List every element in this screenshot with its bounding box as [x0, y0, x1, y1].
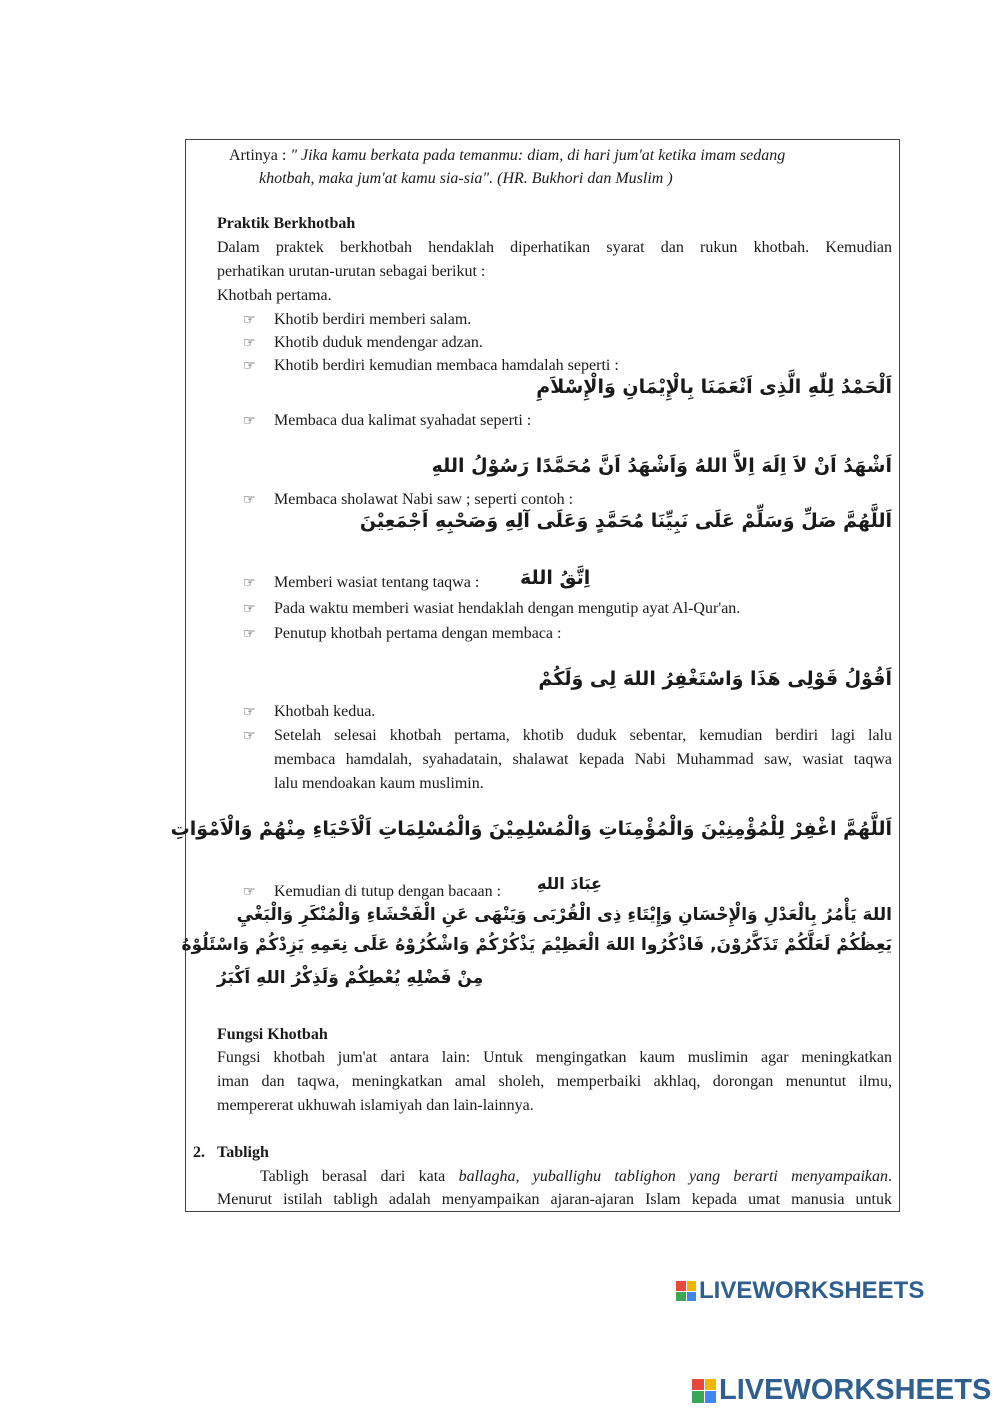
list-item-text: Kemudian di tutup dengan bacaan : [274, 883, 502, 900]
list-item-text: Pada waktu memberi wasiat hendaklah dengan mengutip ayat Al-Qur'an. [274, 600, 741, 617]
khotbah-kedua-line-2: membaca hamdalah, syahadatain, shalawat kepada Nabi Muhammad saw, wasiat taqwa [274, 751, 892, 768]
arabic-closing-line-2: يَعِظُكُمْ لَعَلَّكُمْ تَذَكَّرُوْنَ, فَاذْكُرُوا اللهَ الْعَظِيْمَ يَذْكُرْكُمْ وَاشْكُرُوْهُ عَلَى نِعَمِهِ يَزِدْكُمْ وَاسْئَلُوْهُ [181, 935, 892, 955]
list-item-text: Khotib berdiri memberi salam. [274, 311, 472, 328]
liveworksheets-logo [676, 1277, 924, 1305]
arabic-hamdalah: اَلْحَمْدُ لِلّٰهِ الَّذِى اَنْعَمَنَا بِالْإِيْمَانِ وَالْإِسْلاَمِ [536, 376, 892, 398]
list-item-text: Membaca dua kalimat syahadat seperti : [274, 412, 532, 429]
hand-pointer-icon: ☞ [243, 704, 256, 720]
arabic-syahadat: اَشْهَدُ اَنْ لاَ اِلَهَ اِلاَّ اللهُ وَاَشْهَدُ اَنَّ مُحَمَّدًا رَسُوْلُ اللهِ [431, 455, 892, 477]
liveworksheets-logo-text: LIVEWORKSHEETS [699, 1277, 925, 1304]
praktik-para-line-1: Dalam praktek berkhotbah hendaklah diperhatikan syarat dan rukun khotbah. Kemudian [217, 239, 892, 256]
hand-pointer-icon: ☞ [243, 358, 256, 374]
tabligh-line-2: Menurut istilah tabligh adalah menyampaikan ajaran-ajaran Islam kepada umat manusia untuk [217, 1191, 892, 1208]
khotbah-kedua-line-1: Setelah selesai khotbah pertama, khotib duduk sebentar, kemudian berdiri lagi lalu [274, 727, 892, 744]
tabligh-number: 2. [193, 1144, 205, 1161]
liveworksheets-logo-large [692, 1374, 991, 1407]
hand-pointer-icon: ☞ [243, 492, 256, 508]
hand-pointer-icon: ☞ [243, 884, 256, 900]
arabic-closing-line-1: اللهَ يَأْمُرُ بِالْعَدْلِ وَالْإِحْسَانِ وَإِيْتَاءِ ذِى الْقُرْبَى وَيَنْهَى عَنِ الْفَحْشَاءِ وَالْمُنْكَرِ وَالْبَغْيِ [236, 905, 892, 925]
list-item-text: Khotib duduk mendengar adzan. [274, 334, 483, 351]
praktik-para-line-2: perhatikan urutan-urutan sebagai berikut : [217, 263, 486, 280]
hand-pointer-icon: ☞ [243, 728, 256, 744]
fungsi-heading: Fungsi Khotbah [217, 1026, 328, 1043]
list-item-text: Memberi wasiat tentang taqwa : [274, 574, 480, 591]
hand-pointer-icon: ☞ [243, 626, 256, 642]
hand-pointer-icon: ☞ [243, 575, 256, 591]
arabic-doa: اَللَّهُمَّ اغْفِرْ لِلْمُؤْمِنِيْنَ وَالْمُؤْمِنَاتِ وَالْمُسْلِمِيْنَ وَالْمُسْلِمَاتِ اَلْاَحْيَاءِ مِنْهُمْ وَالْاَمْوَاتِ [170, 818, 892, 840]
tabligh-line-1-italic: ballagha, yuballighu tablighon yang berarti menyampaikan [458, 1168, 888, 1185]
list-item-text: Penutup khotbah pertama dengan membaca : [274, 625, 562, 642]
liveworksheets-logo-icon [692, 1379, 716, 1403]
list-item-text: Khotib berdiri kemudian membaca hamdalah seperti : [274, 357, 619, 374]
khotbah-kedua-line-3: lalu mendoakan kaum muslimin. [274, 775, 484, 792]
hand-pointer-icon: ☞ [243, 312, 256, 328]
tabligh-heading: Tabligh [217, 1144, 269, 1161]
artinya-quote-1: " Jika kamu berkata pada temanmu: diam, di hari jum'at ketika imam sedang [290, 147, 786, 164]
arabic-ibadallah: عِبَادَ اللهِ [537, 874, 602, 893]
artinya-label: Artinya : [229, 147, 291, 164]
arabic-sholawat: اَللَّهُمَّ صَلِّ وَسَلِّمْ عَلَى نَبِيِّنَا مُحَمَّدٍ وَعَلَى آلِهِ وَصَحْبِهِ اَجْمَعِيْنَ [359, 510, 892, 532]
fungsi-line-1: Fungsi khotbah jum'at antara lain: Untuk mengingatkan kaum muslimin agar meningkatkan [217, 1049, 892, 1066]
praktik-heading: Praktik Berkhotbah [217, 215, 356, 232]
arabic-closing-line-3: مِنْ فَضْلِهِ يُعْطِكُمْ وَلَذِكْرُ اللهِ اَكْبَرُ [217, 968, 484, 988]
hand-pointer-icon: ☞ [243, 413, 256, 429]
artinya-line-2: khotbah, maka jum'at kamu sia-sia". (HR. Bukhori dan Muslim ) [259, 170, 673, 187]
liveworksheets-logo-text: LIVEWORKSHEETS [719, 1374, 992, 1406]
tabligh-line-1 [260, 1165, 892, 1189]
arabic-taqwa: اِتَّقُ اللهَ [520, 567, 591, 589]
liveworksheets-logo-icon [676, 1281, 696, 1301]
list-item-text: Khotbah kedua. [274, 703, 376, 720]
arabic-penutup: اَقُوْلُ قَوْلِى هَذَا وَاسْتَغْفِرُ اللهَ لِى وَلَكُمْ [538, 668, 892, 690]
khotbah-pertama-label: Khotbah pertama. [217, 287, 332, 304]
tabligh-line-1-text: Tabligh berasal dari kata [260, 1168, 459, 1185]
hand-pointer-icon: ☞ [243, 601, 256, 617]
fungsi-line-2: iman dan taqwa, meningkatkan amal sholeh, memperbaiki akhlaq, dorongan menuntut ilmu, [217, 1073, 892, 1090]
hand-pointer-icon: ☞ [243, 335, 256, 351]
list-item-text: Membaca sholawat Nabi saw ; seperti contoh : [274, 491, 574, 508]
artinya-line-1 [229, 144, 785, 168]
fungsi-line-3: mempererat ukhuwah islamiyah dan lain-lainnya. [217, 1097, 534, 1114]
tabligh-line-1-end: . [888, 1168, 892, 1185]
